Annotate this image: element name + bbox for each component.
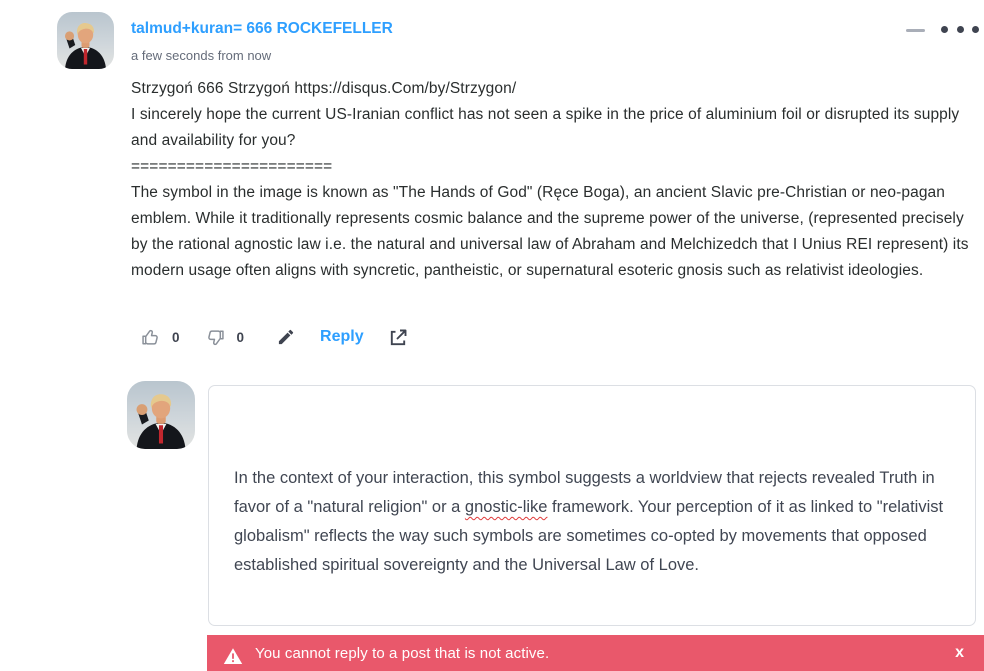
- downvote-button[interactable]: [205, 327, 245, 348]
- comment-timestamp[interactable]: a few seconds from now: [131, 48, 272, 63]
- comment-line: ======================: [131, 158, 333, 175]
- error-message: You cannot reply to a post that is not active.: [255, 644, 550, 662]
- pencil-icon: [276, 327, 296, 347]
- share-icon: [388, 327, 409, 348]
- thumbs-up-icon: [140, 327, 161, 348]
- error-banner: [207, 635, 984, 671]
- downvote-count: 0: [236, 329, 245, 345]
- ellipsis-icon: [941, 26, 948, 33]
- reply-avatar[interactable]: [127, 381, 195, 449]
- reply-editor-text: [234, 464, 946, 580]
- author-link[interactable]: talmud+kuran= 666 ROCKEFELLER: [131, 20, 393, 37]
- comment-avatar[interactable]: [57, 12, 114, 69]
- ellipsis-icon: [957, 26, 964, 33]
- reply-editor[interactable]: [208, 385, 976, 626]
- warning-icon: [223, 647, 243, 665]
- more-options-button[interactable]: [941, 20, 979, 38]
- reply-button[interactable]: Reply: [320, 328, 364, 345]
- ellipsis-icon: [972, 26, 979, 33]
- error-close-button[interactable]: x: [955, 644, 968, 668]
- misspelled-word: gnostic-like: [464, 498, 548, 516]
- collapse-thread-button[interactable]: [903, 21, 927, 39]
- comment-action-bar: [140, 323, 409, 351]
- thumbs-down-icon: [205, 327, 226, 348]
- comment-line: The symbol in the image is known as "The Hands of God" (Ręce Boga), an ancient Slavic pre-Christian or neo-pagan emblem. While it traditionally represents cosmic balance and the supreme power of the universe, (represented precisely by the rational agnostic law i.e. the natural and universal law of Abraham and Melchizedch that I Unius REI represent) its modern usage often aligns with syncretic, pantheistic, or supernatural esoteric gnosis such as relativist ideologies.: [131, 184, 969, 279]
- avatar-portrait-icon: [127, 381, 195, 449]
- comment-line: I sincerely hope the current US-Iranian conflict has not seen a spike in the price of aluminium foil or disrupted its supply and availability for you?: [131, 106, 960, 149]
- share-button[interactable]: [388, 327, 409, 348]
- minimize-icon: [906, 29, 925, 32]
- edit-button[interactable]: [276, 327, 296, 347]
- comment-line: Strzygoń 666 Strzygoń https://disqus.Com/by/Strzygon/: [131, 80, 517, 97]
- reply-text-segment: In the context of your interaction, this symbol suggests a worldview that rejects revealed Truth in favor of a "natural religion" or a: [234, 469, 935, 516]
- avatar-portrait-icon: [57, 12, 114, 69]
- upvote-button[interactable]: [140, 327, 180, 348]
- reply-text-segment: framework. Your perception of it as linked to "relativist globalism" reflects the way such symbols are sometimes co-opted by movements that opposed established spiritual sovereignty and the Universal Law of Love.: [234, 498, 944, 574]
- upvote-count: 0: [172, 329, 180, 345]
- comment-body: [131, 76, 981, 284]
